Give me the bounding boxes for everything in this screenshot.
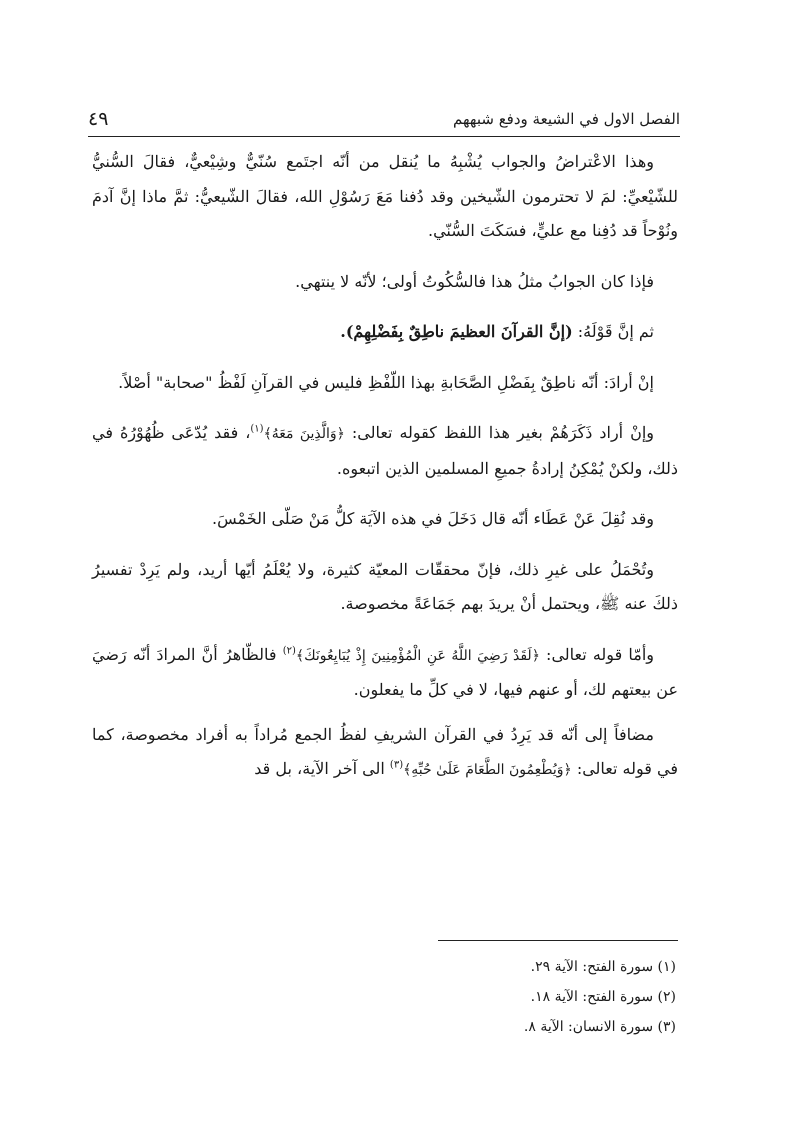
paragraph-text: وإنْ أراد ذَكَرَهُمْ بغير هذا اللفظ كقوله تعالى: bbox=[344, 423, 654, 442]
paragraph-those-with-him bbox=[92, 416, 678, 486]
footnote-rule bbox=[438, 940, 678, 941]
footnote-marker: (٢) bbox=[282, 645, 296, 657]
quran-verse: ﴿وَالَّذِينَ مَعَهُ﴾ bbox=[263, 426, 345, 442]
paragraph-text: ، فقد يُدّعَى ظُهُوْرُهُ في ذلك، ولكنْ يُمْكِنُ إرادةُ جميعِ المسلمين الذين اتبعوه. bbox=[92, 423, 678, 478]
running-title: الفصل الاول في الشيعة ودفع شبههم bbox=[453, 110, 680, 128]
page-header bbox=[88, 96, 680, 130]
quran-verse: ﴿وَيُطْعِمُونَ الطَّعَامَ عَلَىٰ حُبِّهِ﴾ bbox=[403, 762, 572, 778]
footnote-1: (١) سورة الفتح: الآية ٢٩. bbox=[530, 959, 676, 975]
footnotes bbox=[300, 952, 676, 1042]
paragraph-sahaba-word: إنْ أرادَ: أنّه ناطِقٌ بِفَضْلِ الصَّحَابةِ بهذا اللّفْظِ فليس في القرآنِ لَفْظُ "صحابة" أصْلاً. bbox=[118, 372, 654, 392]
page-number: ٤٩ bbox=[88, 108, 109, 130]
paragraph-sunni-shia-anecdote: وهذا الاعْتراضُ والجواب يُشْبِهُ ما يُنقل من أنّه اجتَمع سُنّيٌّ وشِيْعيٌّ، فقالَ السُّنيُّ للشّيْعيِّ: لمَ لا تحترمون الشّيخين وقد دُفنا مَعَ رَسُوْلِ الله، فقالَ الشّيعيُّ: ثمَّ ماذا إنَّ آدمَ ونُوْحاً قد دُفِنا مع عليٍّ، فسَكَتَ السُّنّي. bbox=[92, 152, 678, 240]
footnote-3: (٣) سورة الانسان: الآية ٨. bbox=[523, 1019, 676, 1035]
header-rule bbox=[88, 136, 680, 137]
footnote-marker: (٣) bbox=[389, 759, 404, 771]
paragraph-ata-report: وقد نُقِلَ عَنْ عَطَاء أنّه قال دَخَلَ في هذه الآيَة كلُّ مَنْ صَلّى الخَمْسَ. bbox=[212, 509, 654, 528]
paragraph-text: مضافاً إلى أنّه قد يَرِدُ في القرآن الشريفِ لفظُ الجمع مُراداً به أفراد مخصوصة، كما في قوله تعالى: bbox=[92, 724, 678, 778]
paragraph-other-meanings: وتُحْمَلُ على غيرِ ذلك، فإنّ محققّات المعيّة كثيرة، ولا يُعْلَمُ أيّها أريد، ولم يَرِدْ تفسيرُ ذلكَ عنه ﷺ، ويحتمل أنْ يريدَ بهم جَمَاعَةً مخصوصة. bbox=[92, 559, 678, 613]
quoted-claim-intro: ثم إنَّ قَوْلَهُ: bbox=[572, 322, 654, 341]
paragraph-allah-pleased bbox=[92, 638, 678, 708]
body-text bbox=[92, 145, 678, 798]
paragraph-text: وأمّا قوله تعالى: bbox=[539, 644, 654, 664]
paragraph-quoted-claim bbox=[92, 315, 678, 350]
paragraph-plural-for-specific bbox=[92, 718, 678, 788]
paragraph-silence-better: فإذا كان الجوابُ مثلُ هذا فالسُّكُوتُ أولى؛ لأنّه لا ينتهي. bbox=[295, 271, 654, 291]
quoted-claim: (إنَّ القرآنَ العظيمَ ناطِقٌ بِفَضْلِهِمْ). bbox=[340, 322, 573, 341]
quran-verse: ﴿لَقَدْ رَضِيَ اللَّهُ عَنِ الْمُؤْمِنِينَ إِذْ يُبَايِعُونَكَ﴾ bbox=[295, 647, 540, 664]
footnote-2: (٢) سورة الفتح: الآية ١٨. bbox=[530, 989, 676, 1005]
paragraph-text: فالظّاهرُ أنَّ المرادَ أنّه رَضيَ عن بيعتهم لك، أو عنهم فيها، لا في كلِّ ما يفعلون. bbox=[92, 644, 678, 699]
footnote-marker: (١) bbox=[250, 423, 264, 435]
paragraph-text: الى آخر الآية، بل قد bbox=[254, 759, 390, 778]
